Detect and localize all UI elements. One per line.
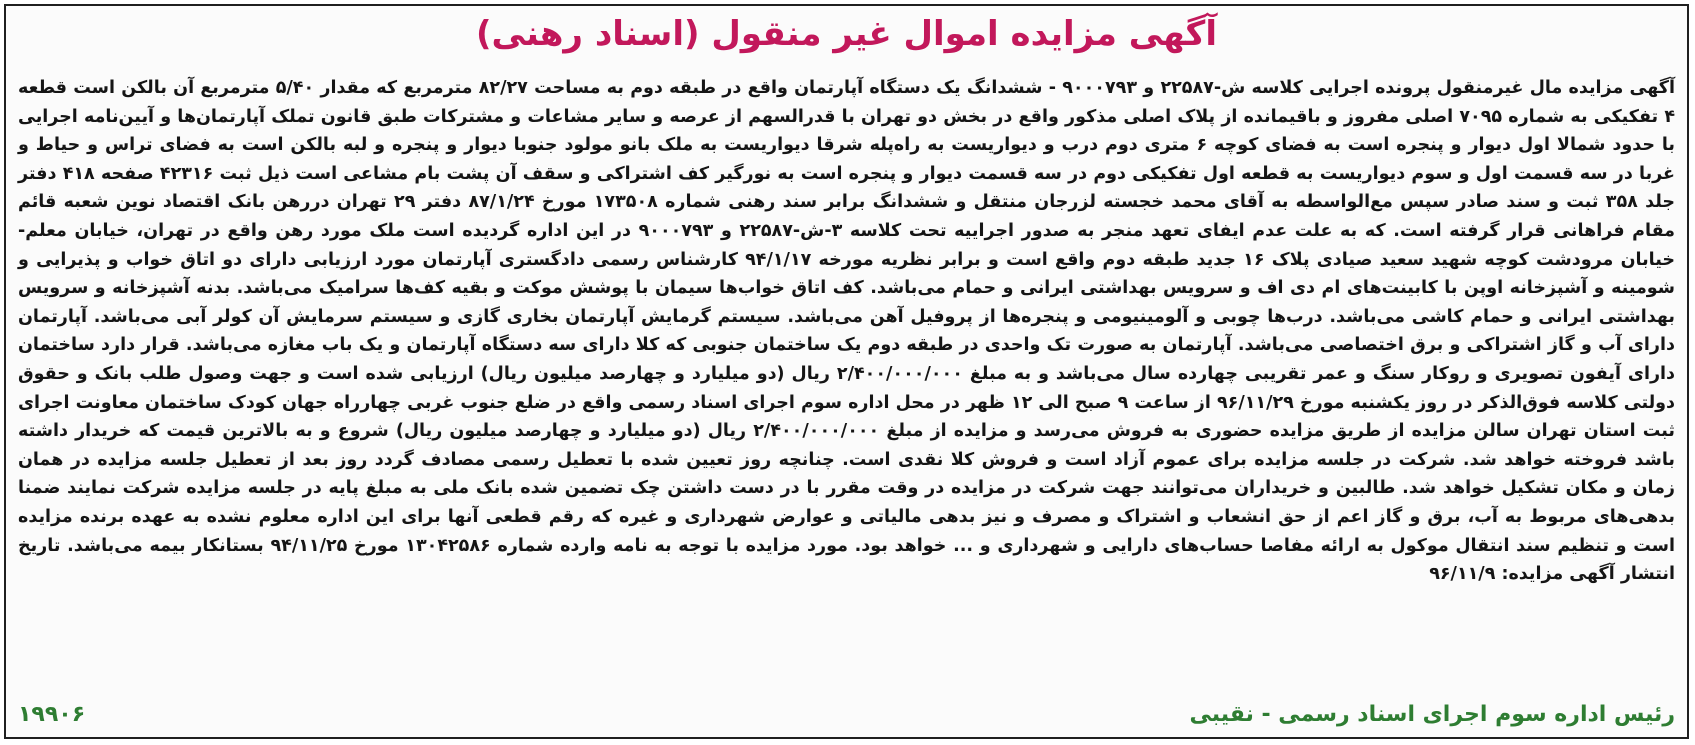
notice-footer [18, 699, 1675, 731]
notice-frame [4, 4, 1689, 739]
notice-title: آگهی مزایده اموال غیر منقول (اسناد رهنی) [476, 14, 1217, 54]
signature: رئیس اداره سوم اجرای اسناد رسمی - نقیبی [1189, 702, 1675, 727]
notice-body: آگهی مزایده مال غیرمنقول پرونده اجرایی کلاسه ش-۲۲۵۸۷ و ۹۰۰۰۷۹۳ - ششدانگ یک دستگاه آپارتمان واقع در طبقه دوم به مساحت ۸۲/۲۷ مترمربع که مقدار ۵/۴۰ مترمربع آن بالکن است قطعه ۴ تفکیکی به شماره ۷۰۹۵ اصلی مفروز و باقیمانده از پلاک اصلی مذکور واقع در بخش دو تهران با قدرالسهم از عرصه و سایر مشاعات و مشترکات طبق قانون تملک آپارتمان‌ها و آیین‌نامه اجرایی با حدود شمالا اول دیوار و پنجره است به فضای کوچه ۶ متری دوم درب و دیواریست به راه‌پله شرقا دیواریست به ملک بانو مولود جنوبا دیوار و پنجره و لبه بالکن است به فضای تراس و حیاط و غربا در سه قسمت اول و سوم دیواریست به قطعه اول تفکیکی دوم در سه قسمت دیوار و پنجره است به نورگیر کف اشتراکی و سقف آن پشت بام مشاعی است ذیل ثبت ۴۲۳۱۶ صفحه ۴۱۸ دفتر جلد ۳۵۸ ثبت و سند صادر سپس مع‌الواسطه به آقای محمد خجسته لزرجان منتقل و ششدانگ برابر سند رهنی شماره ۱۷۳۵۰۸ مورخ ۸۷/۱/۲۴ دفتر ۲۹ تهران دررهن بانک اقتصاد نوین شعبه قائم مقام فراهانی قرار گرفته است. که به علت عدم ایفای تعهد منجر به صدور اجراییه تحت کلاسه ۳-ش-۲۲۵۸۷ و ۹۰۰۰۷۹۳ در این اداره گردیده است ملک مورد رهن واقع در تهران، خیابان معلم- خیابان مرودشت کوچه شهید سعید صیادی پلاک ۱۶ جدید طبقه دوم واقع است و برابر نظریه مورخه ۹۴/۱/۱۷ کارشناس رسمی دادگستری آپارتمان مورد ارزیابی دارای دو اتاق خواب و پذیرایی و شومینه و آشپزخانه اوپن با کابینت‌های ام دی اف و سرویس بهداشتی ایرانی و حمام می‌باشد. کف اتاق خواب‌ها سیمان با پوشش موکت و بقیه کف‌ها سرامیک می‌باشد. بدنه آشپزخانه و سرویس بهداشتی ایرانی و حمام کاشی می‌باشد. درب‌ها چوبی و آلومینیومی و پنجره‌ها از پروفیل آهن می‌باشد. سیستم گرمایش آپارتمان بخاری گازی و سیستم سرمایش آن کولر آبی می‌باشد. آپارتمان دارای آب و گاز اشتراکی و برق اختصاصی می‌باشد. آپارتمان به صورت تک واحدی در طبقه دوم یک ساختمان جنوبی که کلا دارای سه دستگاه آپارتمان و یک باب مغازه می‌باشد. قرار دارد ساختمان دارای آیفون تصویری و روکار سنگ و عمر تقریبی چهارده سال می‌باشد و به مبلغ ۲/۴۰۰/۰۰۰/۰۰۰ ریال (دو میلیارد و چهارصد میلیون ریال) ارزیابی شده است و جهت وصول طلب بانک و حقوق دولتی کلاسه فوق‌الذکر در روز یکشنبه مورخ ۹۶/۱۱/۲۹ از ساعت ۹ صبح الی ۱۲ ظهر در محل اداره سوم اجرای اسناد رسمی واقع در ضلع جنوب غربی چهارراه جهان کودک ساختمان معاونت اجرای ثبت استان تهران سالن مزایده از طریق مزایده حضوری به فروش می‌رسد و مزایده از مبلغ ۲/۴۰۰/۰۰۰/۰۰۰ ریال (دو میلیارد و چهارصد میلیون ریال) شروع و به بالاترین قیمت که خریدار داشته باشد فروخته خواهد شد. شرکت در جلسه مزایده برای عموم آزاد است و فروش کلا نقدی است. چنانچه روز تعیین شده با تعطیل رسمی مصادف گردد روز بعد از تعطیل جلسه مزایده در همان زمان و مکان تشکیل خواهد شد. طالبین و خریداران می‌توانند جهت شرکت در مزایده در وقت مقرر با در دست داشتن چک تضمین شده بانک ملی به مبلغ پایه در جلسه مزایده شرکت نمایند ضمنا بدهی‌های مربوط به آب، برق و گاز اعم از حق انشعاب و اشتراک و مصرف و نیز بدهی مالیاتی و عوارض شهرداری و غیره که رقم قطعی آنها برای این اداره معلوم نشده به عهده برنده مزایده است و تنظیم سند انتقال موکول به ارائه مفاصا حساب‌های دارایی و شهرداری و ... خواهد بود. مورد مزایده با توجه به نامه وارده شماره ۱۳۰۴۲۵۸۶ مورخ ۹۴/۱۱/۲۵ بستانکار بیمه می‌باشد. تاریخ انتشار آگهی مزایده: ۹۶/۱۱/۹ [18, 78, 1676, 585]
ad-code: ۱۹۹۰۶ [18, 702, 86, 727]
